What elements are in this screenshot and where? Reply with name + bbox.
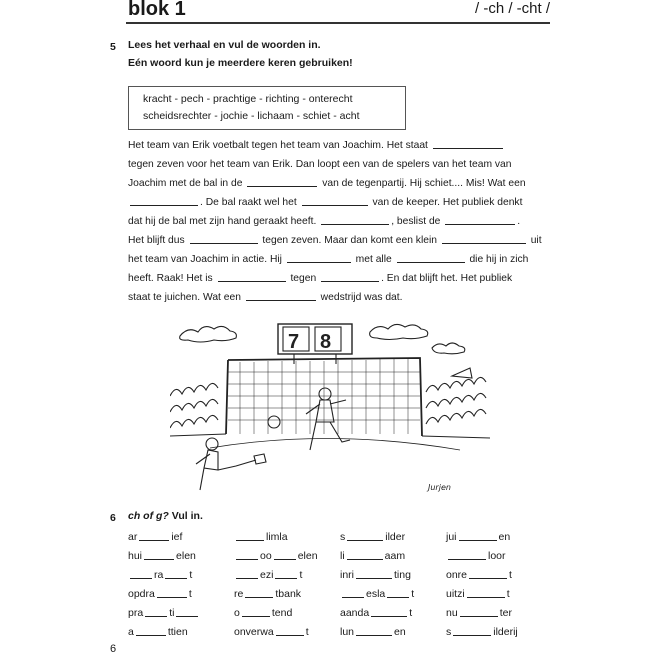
word-fragment: uitzi xyxy=(446,588,465,600)
word-item xyxy=(446,585,552,604)
instruction-line: Lees het verhaal en vul de woorden in. xyxy=(128,39,321,51)
word-fragment: ti xyxy=(169,607,175,619)
cloud-right xyxy=(370,324,428,339)
word-fragment: t xyxy=(506,588,510,600)
letter-blank[interactable] xyxy=(136,634,166,636)
letter-blank[interactable] xyxy=(387,596,409,598)
word-fragment: ilder xyxy=(385,531,406,543)
letter-blank[interactable] xyxy=(467,596,505,598)
word-fragment: tbank xyxy=(275,588,302,600)
word-item xyxy=(340,566,446,585)
word-fragment: elen xyxy=(297,550,318,562)
fill-in-grid xyxy=(128,528,553,642)
story-line: heeft. Raak! Het is tegen . En dat blijft het. Het publiek xyxy=(128,273,513,284)
word-fragment: t xyxy=(299,569,303,581)
letter-blank[interactable] xyxy=(347,539,383,541)
page-title: blok 1 xyxy=(128,0,186,20)
letter-blank[interactable] xyxy=(145,615,167,617)
word-fragment: t xyxy=(188,588,192,600)
word-item xyxy=(128,547,234,566)
word-item xyxy=(128,585,234,604)
story-line: staat te juichen. Wat een wedstrijd was dat. xyxy=(128,292,403,303)
word-row xyxy=(128,585,553,604)
word-row xyxy=(128,528,553,547)
fill-in-blank[interactable] xyxy=(218,280,286,282)
cloud-far-right xyxy=(432,343,465,354)
fill-in-blank[interactable] xyxy=(287,261,351,263)
letter-blank[interactable] xyxy=(453,634,491,636)
word-fragment: jui xyxy=(446,531,457,543)
word-fragment: ttien xyxy=(167,626,188,638)
story-line: het team van Joachim in actie. Hij met alle die hij in zich xyxy=(128,254,529,265)
word-item xyxy=(446,566,552,585)
word-item xyxy=(128,528,234,547)
word-fragment: elen xyxy=(176,550,196,562)
word-fragment: o xyxy=(234,607,240,619)
word-item xyxy=(128,566,234,585)
letter-blank[interactable] xyxy=(469,577,507,579)
letter-blank[interactable] xyxy=(236,577,258,579)
exercise-6-instruction: ch of g? Vul in. xyxy=(128,510,203,522)
word-fragment: ting xyxy=(394,569,411,581)
kicker-body xyxy=(196,450,256,490)
fill-in-blank[interactable] xyxy=(321,280,379,282)
letter-blank[interactable] xyxy=(176,615,198,617)
word-fragment: s xyxy=(446,626,452,638)
letter-blank[interactable] xyxy=(276,634,304,636)
letter-blank[interactable] xyxy=(165,577,187,579)
word-fragment: ilderij xyxy=(493,626,518,638)
word-item xyxy=(234,623,340,642)
word-fragment: ezi xyxy=(260,569,274,581)
word-item xyxy=(234,604,340,623)
word-item xyxy=(234,528,340,547)
word-item xyxy=(446,547,552,566)
letter-blank[interactable] xyxy=(157,596,187,598)
letter-blank[interactable] xyxy=(356,577,392,579)
word-item xyxy=(446,623,552,642)
word-fragment: lun xyxy=(340,626,355,638)
crowd-right xyxy=(422,377,490,438)
word-fragment: t xyxy=(411,588,415,600)
word-item xyxy=(234,566,340,585)
word-item xyxy=(128,623,234,642)
letter-blank[interactable] xyxy=(347,558,383,560)
letter-blank[interactable] xyxy=(371,615,407,617)
crowd-left xyxy=(170,383,226,436)
word-row xyxy=(128,623,553,642)
word-fragment: loor xyxy=(488,550,506,562)
score-digit-right: 8 xyxy=(320,331,332,353)
header-divider xyxy=(126,22,550,24)
word-fragment: t xyxy=(189,569,193,581)
letter-blank[interactable] xyxy=(236,558,258,560)
letter-blank[interactable] xyxy=(139,539,169,541)
letter-blank[interactable] xyxy=(342,596,364,598)
keeper-head xyxy=(319,388,331,400)
word-row xyxy=(128,566,553,585)
story-line: Het team van Erik voetbalt tegen het team van Joachim. Het staat xyxy=(128,136,553,155)
fill-in-blank[interactable] xyxy=(247,185,317,187)
letter-blank[interactable] xyxy=(130,577,152,579)
letter-blank[interactable] xyxy=(459,539,497,541)
word-item xyxy=(340,528,446,547)
word-bank xyxy=(128,86,406,130)
letter-blank[interactable] xyxy=(274,558,296,560)
word-fragment: limla xyxy=(266,531,288,543)
word-item xyxy=(340,585,446,604)
word-item xyxy=(340,604,446,623)
word-bank-line: scheidsrechter - jochie - lichaam - schiet - acht xyxy=(143,110,360,122)
fill-in-blank[interactable] xyxy=(397,261,465,263)
score-digit-left: 7 xyxy=(288,331,300,353)
letter-blank[interactable] xyxy=(242,615,270,617)
fill-in-blank[interactable] xyxy=(442,242,526,244)
soccer-cartoon xyxy=(170,318,490,498)
letter-blank[interactable] xyxy=(356,634,392,636)
word-item xyxy=(446,528,552,547)
word-item xyxy=(340,547,446,566)
word-fragment: ief xyxy=(171,531,183,543)
word-fragment: nu xyxy=(446,607,458,619)
word-row xyxy=(128,547,553,566)
word-fragment: ter xyxy=(499,607,512,619)
cloud-left xyxy=(180,326,237,342)
letter-blank[interactable] xyxy=(245,596,273,598)
word-row xyxy=(128,604,553,623)
fill-in-blank[interactable] xyxy=(190,242,258,244)
word-fragment: esla xyxy=(366,588,386,600)
story-line: tegen zeven voor het team van Erik. Dan loopt een van de spelers van het team van xyxy=(128,159,512,170)
word-fragment: oo xyxy=(260,550,272,562)
word-fragment: ar xyxy=(128,531,138,543)
word-fragment: aanda xyxy=(340,607,370,619)
word-fragment: inri xyxy=(340,569,355,581)
word-fragment: onre xyxy=(446,569,468,581)
keeper-body xyxy=(306,400,350,450)
word-fragment: en xyxy=(498,531,511,543)
word-fragment: t xyxy=(509,569,512,581)
word-fragment: opdra xyxy=(128,588,155,600)
word-fragment: pra xyxy=(128,607,144,619)
word-fragment: ra xyxy=(154,569,164,581)
letter-blank[interactable] xyxy=(275,577,297,579)
artist-signature: Jurjen xyxy=(428,483,451,492)
exercise-6-number: 6 xyxy=(110,512,116,524)
fill-in-blank[interactable] xyxy=(445,223,515,225)
kicker-head xyxy=(206,438,218,450)
word-fragment: s xyxy=(340,531,346,543)
fill-in-blank[interactable] xyxy=(246,299,316,301)
spelling-category: / -ch / -cht / xyxy=(474,0,550,17)
word-fragment: li xyxy=(340,550,345,562)
word-fragment: re xyxy=(234,588,244,600)
fill-in-blank[interactable] xyxy=(321,223,389,225)
story-line: . De bal raakt wel het van de keeper. Het publiek denkt xyxy=(128,193,553,212)
fill-in-blank[interactable] xyxy=(130,204,198,206)
word-fragment: tend xyxy=(271,607,293,619)
word-fragment: aam xyxy=(384,550,406,562)
fill-in-blank[interactable] xyxy=(433,147,503,149)
word-item xyxy=(128,604,234,623)
word-bank-line: kracht - pech - prachtige - richting - onterecht xyxy=(143,93,353,105)
word-fragment: t xyxy=(409,607,413,619)
word-fragment: en xyxy=(394,626,406,638)
page-number: 6 xyxy=(110,643,117,655)
soccer-ball xyxy=(268,416,280,428)
word-item xyxy=(340,623,446,642)
word-fragment: hui xyxy=(128,550,143,562)
word-fragment: onverwa xyxy=(234,626,274,638)
word-fragment: t xyxy=(305,626,309,638)
exercise-5-number: 5 xyxy=(110,41,116,53)
exercise-5-instruction xyxy=(128,36,353,72)
story-line: dat hij de bal met zijn hand geraakt heeft. , beslist de . xyxy=(128,216,521,227)
word-item xyxy=(446,604,552,623)
fill-in-blank[interactable] xyxy=(302,204,368,206)
word-fragment: a xyxy=(128,626,134,638)
word-item xyxy=(234,547,340,566)
story-line: Joachim met de bal in de van de tegenpartij. Hij schiet.... Mis! Wat een xyxy=(128,178,526,189)
instruction-line: Eén woord kun je meerdere keren gebruiken! xyxy=(128,57,353,69)
word-item xyxy=(234,585,340,604)
letter-blank[interactable] xyxy=(448,558,486,560)
story-line: Het blijft dus tegen zeven. Maar dan komt een klein uit xyxy=(128,235,542,246)
story-text xyxy=(128,136,553,307)
letter-blank[interactable] xyxy=(144,558,174,560)
letter-blank[interactable] xyxy=(460,615,498,617)
letter-blank[interactable] xyxy=(236,539,264,541)
